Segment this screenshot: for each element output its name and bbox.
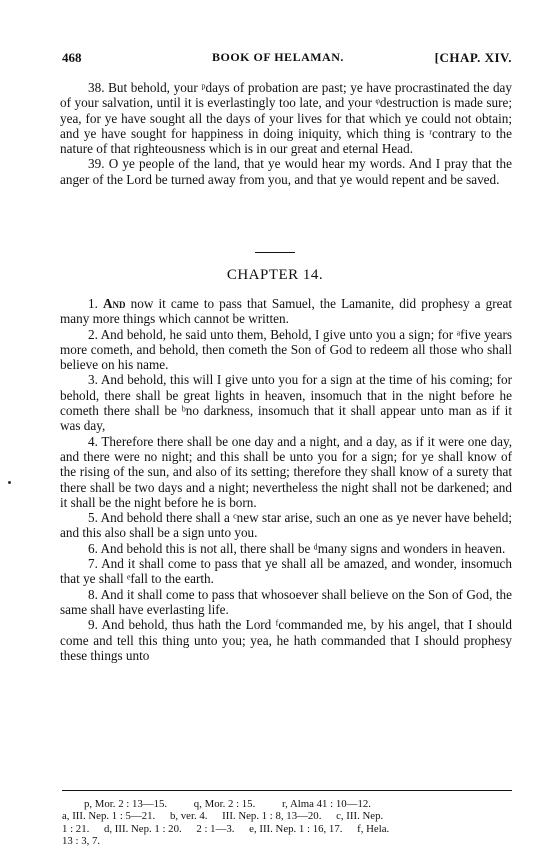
verse-lead-word: And (103, 296, 126, 311)
verse-number: 38. (88, 80, 105, 95)
footnote: c, III. Nep. (336, 810, 384, 822)
chapter-title: CHAPTER 14. (226, 267, 324, 283)
running-title: BOOK OF HELAMAN. (212, 50, 344, 64)
verse (60, 617, 512, 663)
verse (60, 434, 512, 510)
verse-number: 6. (88, 540, 98, 556)
verse-text: O ye people of the land, that ye would hear my words. And I pray that the anger of the Lord be turned away from you, and that ye would repent and be saved. (60, 156, 512, 187)
verse (60, 556, 512, 587)
verse (60, 296, 512, 327)
footnotes-row (62, 810, 512, 823)
footnote: f, Hela. (357, 823, 390, 835)
verse-number: 8. (88, 586, 98, 602)
verse (60, 372, 512, 433)
verse-text: And behold, he said unto them, Behold, I give unto you a sign; for ᵃfive years more cometh, and behold, then cometh the Son of God to redeem all those who shall believe on his name. (60, 326, 512, 373)
verse-text: And behold this is not all, there shall be ᵈmany signs and wonders in heaven. (100, 540, 506, 556)
verse-number: 2. (88, 326, 98, 342)
verse-text: And it shall come to pass that whosoever shall believe on the Son of God, the same shall have everlasting life. (60, 586, 512, 617)
verse (60, 327, 512, 373)
footnote: 13 : 3, 7. (62, 835, 101, 847)
verse (60, 510, 512, 541)
verse (60, 541, 512, 556)
verse-number: 3. (88, 372, 98, 388)
verse-text: Therefore there shall be one day and a night, and a day, as if it were one day, and there were no night; and this shall be unto you for a sign; for ye shall know of the rising of the sun, and also of its setting; therefore they shall know of a surety that there shall be two days and a night; nevertheless the night shall not be darkened; and it shall be the night before he is born. (60, 433, 512, 510)
verse (60, 587, 512, 618)
footnotes-row (62, 835, 512, 848)
margin-mark (8, 481, 11, 484)
verse-text: And behold there shall a ᶜnew star arise, such an one as ye never have beheld; and this also shall be a sign unto you. (60, 510, 512, 541)
verse-text: And behold, thus hath the Lord ᶠcommanded me, by his angel, that I should come and tell this thing unto you; yea, he hath commanded that I should prophesy these things unto (60, 617, 512, 663)
verse-number: 5. (88, 510, 98, 526)
verses-before-chapter (60, 80, 512, 187)
footnote: e, III. Nep. 1 : 16, 17. (249, 823, 343, 835)
verse-number: 9. (88, 617, 98, 633)
verse-number: 1. (88, 296, 98, 311)
footnote: p, Mor. 2 : 13—15. (84, 798, 168, 810)
footnote: d, III. Nep. 1 : 20. (104, 823, 182, 835)
footnote: r, Alma 41 : 10—12. (282, 798, 371, 810)
verse-number: 7. (88, 556, 98, 572)
verse (60, 80, 512, 156)
footnote: q, Mor. 2 : 15. (193, 798, 256, 810)
chapter-reference: [CHAP. XIV. (434, 50, 512, 65)
section-divider (255, 252, 295, 253)
verse-number: 39. (88, 156, 105, 172)
page-header (62, 50, 512, 68)
page-number: 468 (62, 50, 82, 65)
footnote: b, ver. 4. (169, 810, 208, 822)
chapter-verses (60, 296, 512, 663)
verse-text: now it came to pass that Samuel, the Lamanite, did prophesy a great many more things which cannot be written. (60, 296, 512, 327)
verse-text: And it shall come to pass that ye shall all be amazed, and wonder, insomuch that ye shall ᵉfall to the earth. (60, 556, 512, 587)
footnote: III. Nep. 1 : 8, 13—20. (222, 810, 322, 822)
verse-text: And behold, this will I give unto you for a sign at the time of his coming; for behold, there shall be great lights in heaven, insomuch that in the night before he cometh there shall be ᵇno darkness, insomuch that it shall appear unto man as if it was day, (60, 372, 512, 434)
verse-number: 4. (88, 433, 98, 449)
verse (60, 156, 512, 187)
footnote: 2 : 1—3. (196, 823, 235, 835)
footnote-divider (62, 790, 512, 791)
footnote: 1 : 21. (62, 823, 90, 835)
footnote: a, III. Nep. 1 : 5—21. (62, 810, 156, 822)
verse-text: But behold, your ᵖdays of probation are past; ye have procrastinated the day of your salvation, until it is everlastingly too late, and your ᵠdestruction is made sure; yea, for ye have sought all the days of your lives for that which ye could not obtain; and ye have sought for happiness in doing iniquity, which thing is ʳcontrary to the nature of that righteousness which is in our great and eternal Head. (60, 80, 512, 157)
